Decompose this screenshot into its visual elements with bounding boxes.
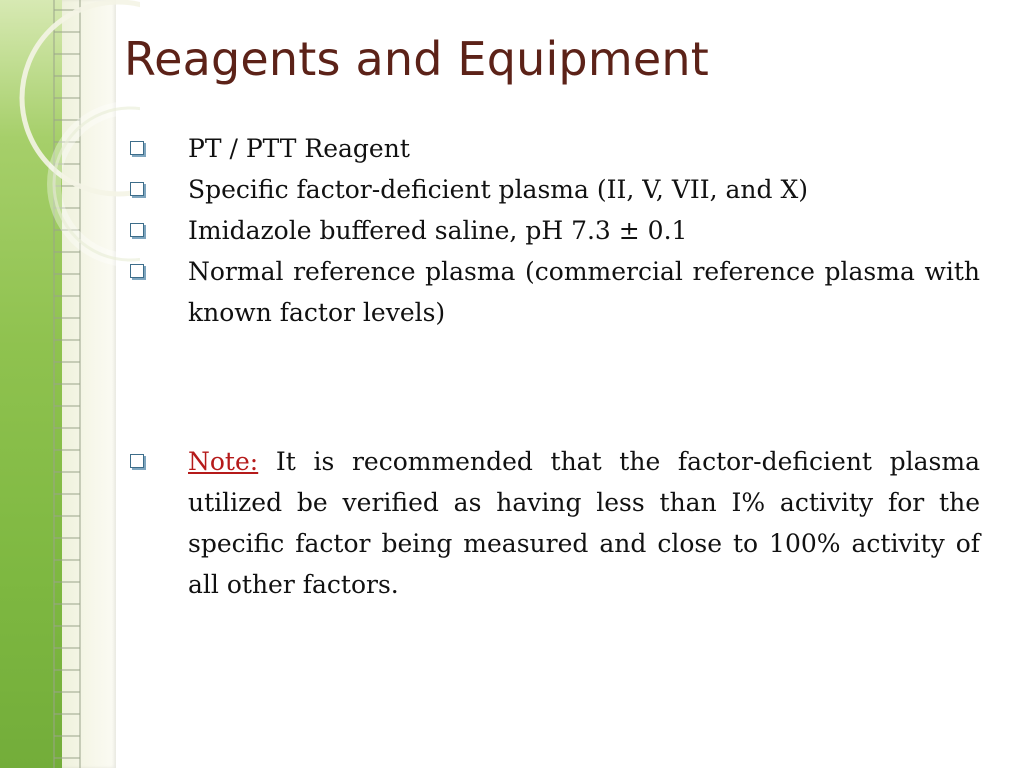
bullet-item xyxy=(130,128,980,169)
bullet-item xyxy=(130,251,980,333)
bullet-item xyxy=(130,210,980,251)
checkbox-bullet-icon xyxy=(130,454,144,468)
note-label: Note: xyxy=(188,447,259,476)
bullet-item xyxy=(130,169,980,210)
decorative-rings xyxy=(0,0,140,300)
checkbox-bullet-icon xyxy=(130,223,144,237)
slide-title: Reagents and Equipment xyxy=(124,32,709,86)
checkbox-bullet-icon xyxy=(130,182,144,196)
bullet-text: PT / PTT Reagent xyxy=(188,134,410,163)
note-item xyxy=(130,441,980,605)
bullet-text: Normal reference plasma (commercial reference plasma with known factor levels) xyxy=(188,257,980,327)
bullet-list xyxy=(130,128,980,605)
checkbox-bullet-icon xyxy=(130,141,144,155)
bullet-text: Specific factor-deficient plasma (II, V, VII, and X) xyxy=(188,175,809,204)
checkbox-bullet-icon xyxy=(130,264,144,278)
note-text: It is recommended that the factor-deficient plasma utilized be verified as having less than I% activity for the specific factor being measured and close to 100% activity of all other factors. xyxy=(188,447,980,599)
bullet-text: Imidazole buffered saline, pH 7.3 ± 0.1 xyxy=(188,216,688,245)
